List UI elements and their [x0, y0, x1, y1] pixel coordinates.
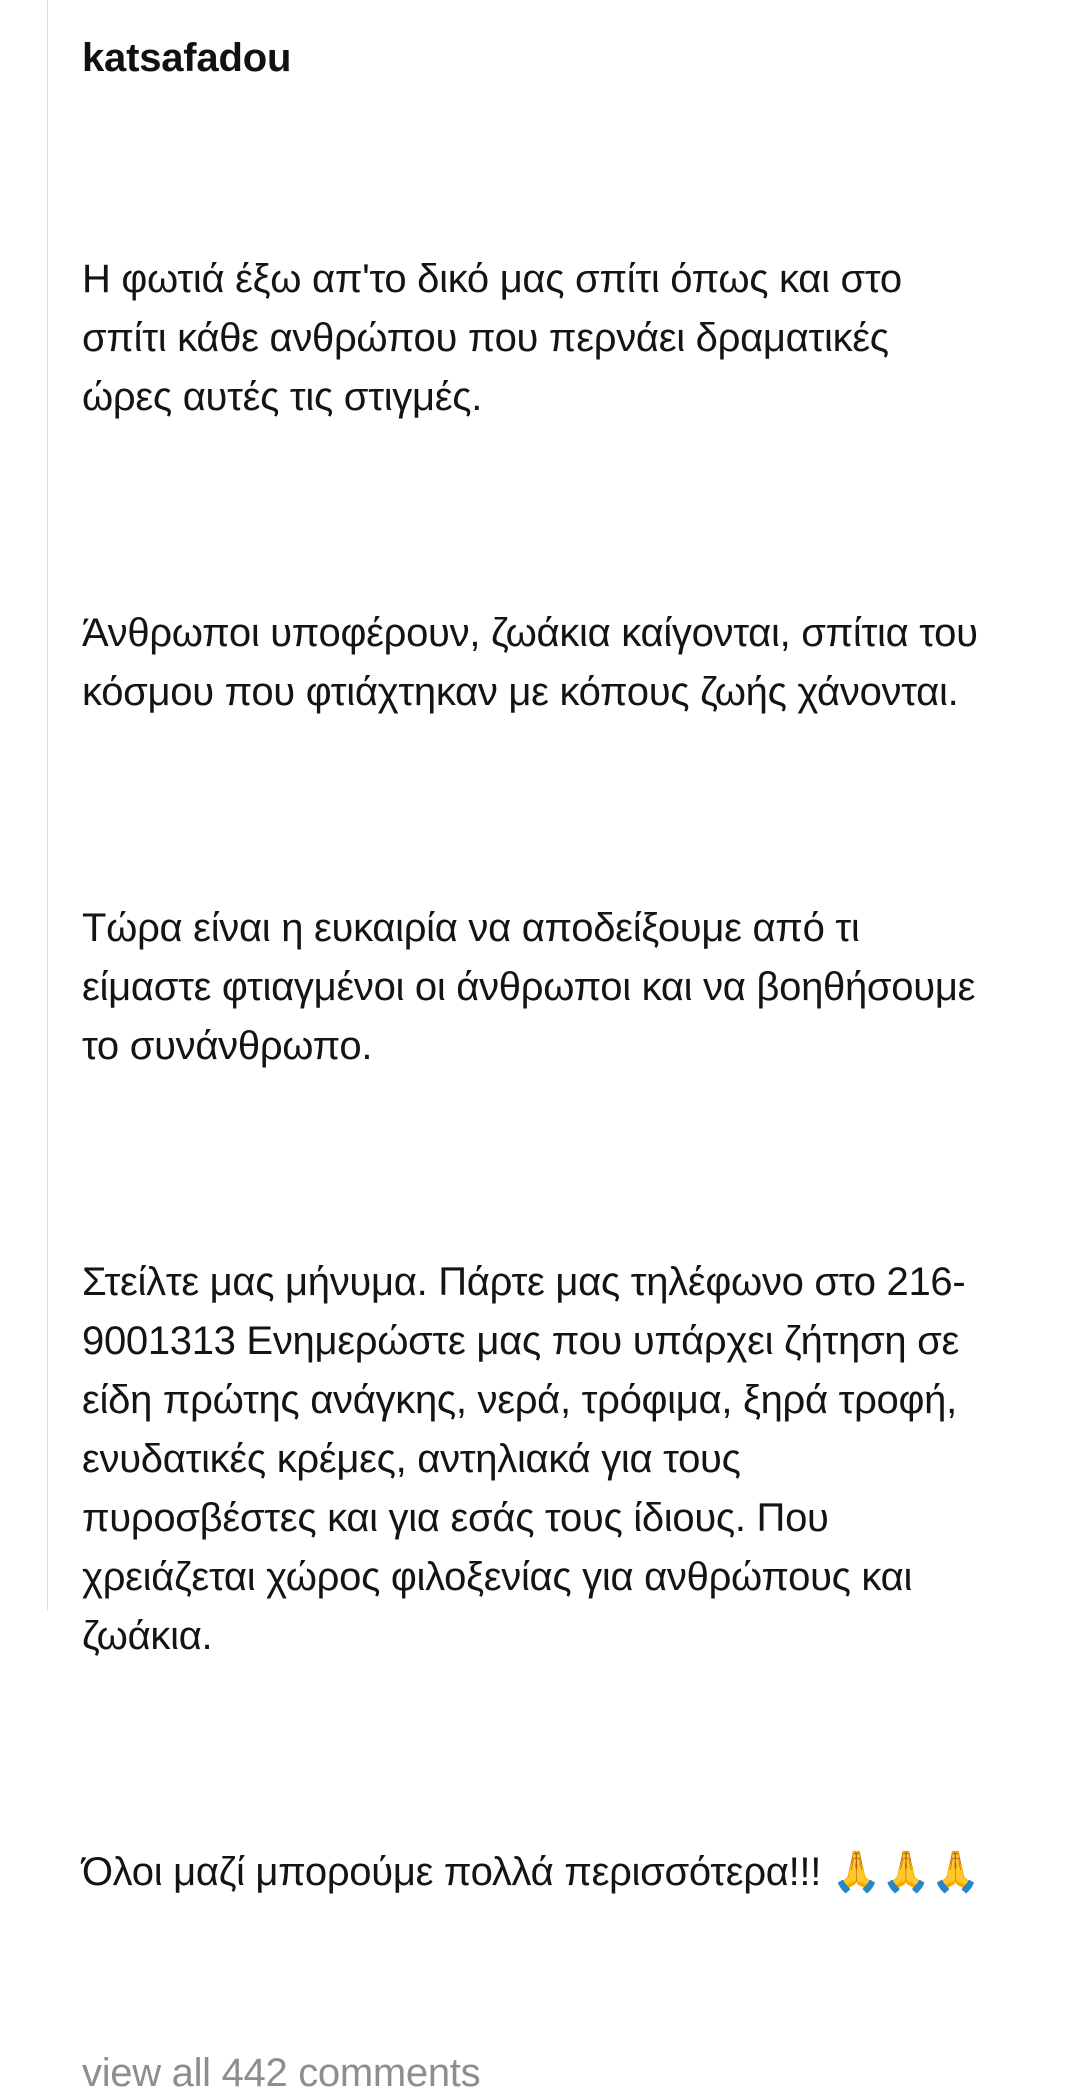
caption-paragraph: Τώρα είναι η ευκαιρία να αποδείξουμε από τι είμαστε φτιαγμένοι οι άνθρωποι και να βοηθήσουμε το συνάνθρωπο. [82, 906, 986, 1068]
post-caption [82, 84, 989, 2020]
caption-paragraph: Όλοι μαζί μπορούμε πολλά περισσότερα!!! 🙏🙏🙏 [82, 1850, 981, 1894]
post-content [82, 0, 989, 2100]
post-author-username[interactable]: katsafadou [82, 36, 292, 80]
view-all-comments-link[interactable]: view all 442 comments [82, 2051, 481, 2095]
caption-paragraph: Στείλτε μας μήνυμα. Πάρτε μας τηλέφωνο στο 216-9001313 Ενημερώστε μας που υπάρχει ζήτηση σε είδη πρώτης ανάγκης, νερά, τρόφιμα, ξηρά τροφή, ενυδατικές κρέμες, αντηλιακά για τους πυροσβέστες και για εσάς τους ίδιους. Που χρειάζεται χώρος φιλοξενίας για ανθρώπους και ζωάκια. [82, 1260, 970, 1658]
caption-paragraph: Η φωτιά έξω απ'το δικό μας σπίτι όπως και στο σπίτι κάθε ανθρώπου που περνάει δραματικές ώρες αυτές τις στιγμές. [82, 257, 913, 419]
caption-paragraph: Άνθρωποι υποφέρουν, ζωάκια καίγονται, σπίτια του κόσμου που φτιάχτηκαν με κόπους ζωής χάνονται. [82, 611, 989, 714]
card-left-divider [47, 0, 48, 1611]
